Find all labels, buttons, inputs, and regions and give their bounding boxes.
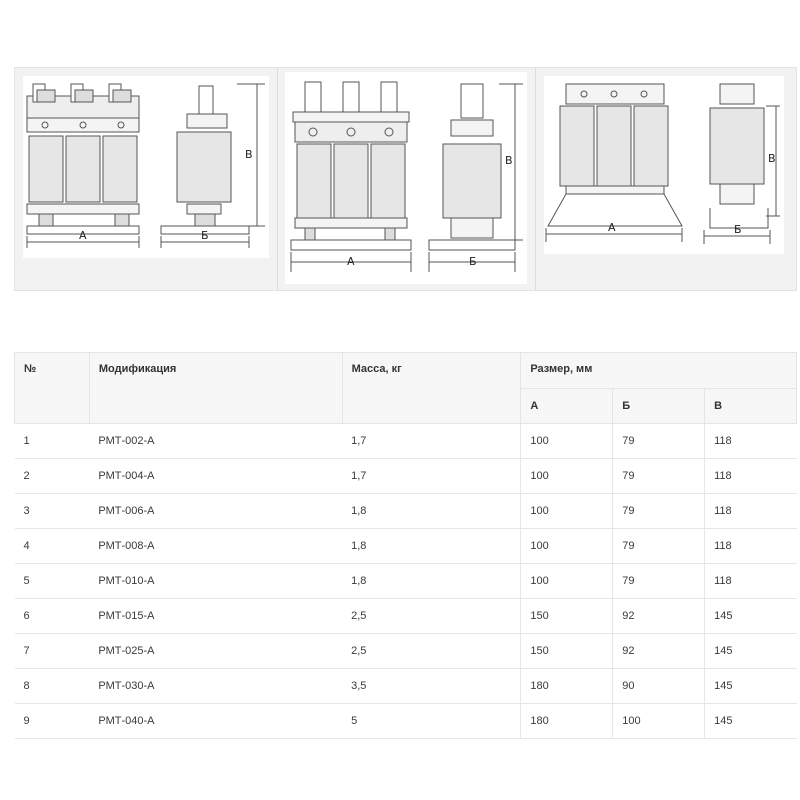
table-row xyxy=(15,494,797,529)
table-row xyxy=(15,529,797,564)
cell-a: 100 xyxy=(521,564,613,599)
header-b: Б xyxy=(613,389,705,424)
table-row xyxy=(15,459,797,494)
table-row xyxy=(15,704,797,739)
cell-b: 79 xyxy=(613,564,705,599)
dim-label-a: А xyxy=(79,229,87,242)
cell-mass: 3,5 xyxy=(342,669,521,704)
cell-b: 79 xyxy=(613,494,705,529)
dim-label-v: В xyxy=(768,152,776,165)
cell-mass: 2,5 xyxy=(342,634,521,669)
cell-model: РМТ-040-А xyxy=(89,704,342,739)
header-mass: Масса, кг xyxy=(342,353,521,424)
cell-v: 118 xyxy=(705,459,797,494)
cell-v: 145 xyxy=(705,599,797,634)
cell-number: 9 xyxy=(15,704,90,739)
cell-v: 118 xyxy=(705,424,797,459)
cell-model: РМТ-015-А xyxy=(89,599,342,634)
reactor-drawing-3 xyxy=(544,76,784,254)
dim-label-v: В xyxy=(245,148,253,161)
dim-label-a: А xyxy=(347,255,355,268)
cell-v: 118 xyxy=(705,529,797,564)
cell-a: 150 xyxy=(521,634,613,669)
cell-model: РМТ-025-А xyxy=(89,634,342,669)
dim-label-b: Б xyxy=(201,229,209,242)
table-row xyxy=(15,564,797,599)
cell-a: 100 xyxy=(521,459,613,494)
cell-a: 180 xyxy=(521,704,613,739)
panel-divider xyxy=(535,68,536,290)
cell-b: 79 xyxy=(613,459,705,494)
header-number: № xyxy=(15,353,90,424)
header-model: Модификация xyxy=(89,353,342,424)
cell-number: 4 xyxy=(15,529,90,564)
cell-a: 180 xyxy=(521,669,613,704)
cell-b: 92 xyxy=(613,634,705,669)
dim-label-v: В xyxy=(505,154,513,167)
header-size: Размер, мм xyxy=(521,353,797,389)
cell-a: 150 xyxy=(521,599,613,634)
dim-label-b: Б xyxy=(469,255,477,268)
cell-v: 145 xyxy=(705,704,797,739)
cell-number: 7 xyxy=(15,634,90,669)
cell-number: 1 xyxy=(15,424,90,459)
spec-table xyxy=(14,352,797,739)
table-row xyxy=(15,634,797,669)
cell-mass: 1,8 xyxy=(342,564,521,599)
cell-model: РМТ-004-А xyxy=(89,459,342,494)
cell-mass: 1,8 xyxy=(342,494,521,529)
cell-number: 6 xyxy=(15,599,90,634)
cell-number: 8 xyxy=(15,669,90,704)
cell-b: 92 xyxy=(613,599,705,634)
cell-number: 5 xyxy=(15,564,90,599)
cell-b: 79 xyxy=(613,424,705,459)
cell-model: РМТ-006-А xyxy=(89,494,342,529)
cell-mass: 1,7 xyxy=(342,424,521,459)
dim-label-a: А xyxy=(608,221,616,234)
drawings-strip xyxy=(14,67,797,291)
cell-model: РМТ-002-А xyxy=(89,424,342,459)
cell-mass: 5 xyxy=(342,704,521,739)
cell-a: 100 xyxy=(521,424,613,459)
cell-mass: 1,8 xyxy=(342,529,521,564)
cell-mass: 1,7 xyxy=(342,459,521,494)
cell-v: 145 xyxy=(705,634,797,669)
table-row xyxy=(15,599,797,634)
reactor-drawing-1 xyxy=(23,76,269,258)
drawing-panel-3 xyxy=(544,76,784,254)
cell-v: 118 xyxy=(705,494,797,529)
table-row xyxy=(15,669,797,704)
cell-model: РМТ-030-А xyxy=(89,669,342,704)
cell-a: 100 xyxy=(521,494,613,529)
spec-table-body xyxy=(15,424,797,739)
cell-b: 100 xyxy=(613,704,705,739)
drawing-panel-2 xyxy=(285,72,527,284)
dim-label-b: Б xyxy=(734,223,742,236)
cell-a: 100 xyxy=(521,529,613,564)
header-a: А xyxy=(521,389,613,424)
header-v: В xyxy=(705,389,797,424)
cell-number: 2 xyxy=(15,459,90,494)
cell-b: 90 xyxy=(613,669,705,704)
reactor-drawing-2 xyxy=(285,72,527,284)
panel-divider xyxy=(277,68,278,290)
table-row xyxy=(15,424,797,459)
cell-model: РМТ-008-А xyxy=(89,529,342,564)
cell-v: 145 xyxy=(705,669,797,704)
cell-model: РМТ-010-А xyxy=(89,564,342,599)
cell-v: 118 xyxy=(705,564,797,599)
cell-mass: 2,5 xyxy=(342,599,521,634)
cell-b: 79 xyxy=(613,529,705,564)
drawing-panel-1 xyxy=(23,76,269,258)
cell-number: 3 xyxy=(15,494,90,529)
